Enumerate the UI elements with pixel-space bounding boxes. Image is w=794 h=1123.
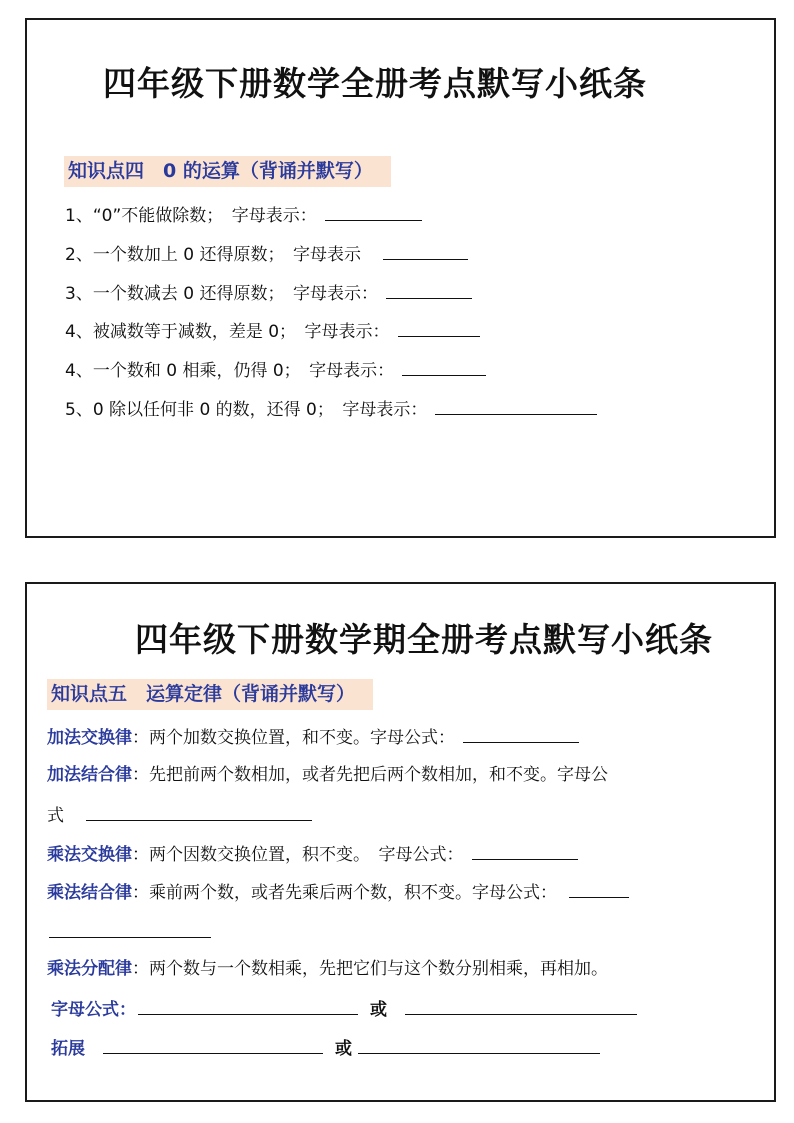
card1-heading: 知识点四 0 的运算（背诵并默写） <box>64 156 391 187</box>
law-addition-associative <box>47 764 608 786</box>
or-text: 或 <box>370 1000 387 1020</box>
card1-item-6 <box>65 397 597 421</box>
law-multiplication-associative <box>47 880 629 904</box>
item-text: 2、一个数加上 0 还得原数； 字母表示 <box>65 245 361 265</box>
law-addition-associative-cont <box>47 803 312 827</box>
answer-blank[interactable] <box>398 319 480 337</box>
law-text-cont: 式 <box>47 806 64 826</box>
answer-blank[interactable] <box>435 397 597 415</box>
law-term: 加法结合律 <box>47 765 132 785</box>
answer-blank[interactable] <box>325 203 422 221</box>
card1-item-1 <box>65 203 422 227</box>
answer-blank[interactable] <box>472 842 578 860</box>
item-text: 3、一个数减去 0 还得原数； 字母表示： <box>65 284 378 304</box>
law-text: ：先把前两个数相加，或者先把后两个数相加，和不变。字母公 <box>132 765 608 785</box>
card-knowledge-point-4 <box>25 18 776 538</box>
answer-blank[interactable] <box>86 803 312 821</box>
card1-title: 四年级下册数学全册考点默写小纸条 <box>103 64 647 103</box>
law-term: 加法交换律 <box>47 728 132 748</box>
answer-blank-cont[interactable] <box>49 936 211 938</box>
card1-item-4 <box>65 319 480 343</box>
law-multiplication-commutative <box>47 842 578 866</box>
card2-heading: 知识点五 运算定律（背诵并默写） <box>47 679 373 710</box>
extend-label: 拓展 <box>51 1039 85 1059</box>
answer-blank[interactable] <box>358 1036 600 1054</box>
formula-row <box>51 997 637 1021</box>
answer-blank[interactable] <box>405 997 637 1015</box>
answer-blank[interactable] <box>103 1036 323 1054</box>
answer-blank[interactable] <box>386 281 472 299</box>
law-term: 乘法交换律 <box>47 845 132 865</box>
card1-item-5 <box>65 358 486 382</box>
card-knowledge-point-5 <box>25 582 776 1102</box>
card1-item-2 <box>65 242 468 266</box>
extend-row <box>51 1036 600 1060</box>
formula-label: 字母公式： <box>51 1000 136 1020</box>
law-text: ：两个因数交换位置，积不变。 字母公式： <box>132 845 464 865</box>
law-text: ：两个数与一个数相乘，先把它们与这个数分别相乘，再相加。 <box>132 959 608 979</box>
law-term: 乘法结合律 <box>47 883 132 903</box>
card1-item-3 <box>65 281 472 305</box>
card2-title: 四年级下册数学期全册考点默写小纸条 <box>135 620 713 659</box>
answer-blank[interactable] <box>463 725 579 743</box>
answer-blank[interactable] <box>569 880 629 898</box>
item-text: 5、0 除以任何非 0 的数，还得 0； 字母表示： <box>65 400 428 420</box>
law-distributive <box>47 958 608 980</box>
answer-blank[interactable] <box>402 358 486 376</box>
law-addition-commutative <box>47 725 579 749</box>
answer-blank[interactable] <box>383 242 468 260</box>
item-text: 4、被减数等于减数，差是 0； 字母表示： <box>65 322 390 342</box>
law-text: ：乘前两个数，或者先乘后两个数，积不变。字母公式： <box>132 883 557 903</box>
or-text: 或 <box>335 1039 352 1059</box>
item-text: 4、一个数和 0 相乘，仍得 0； 字母表示： <box>65 361 395 381</box>
law-term: 乘法分配律 <box>47 959 132 979</box>
law-text: ：两个加数交换位置，和不变。字母公式： <box>132 728 455 748</box>
item-text: 1、“0”不能做除数； 字母表示： <box>65 206 317 226</box>
answer-blank[interactable] <box>138 997 358 1015</box>
